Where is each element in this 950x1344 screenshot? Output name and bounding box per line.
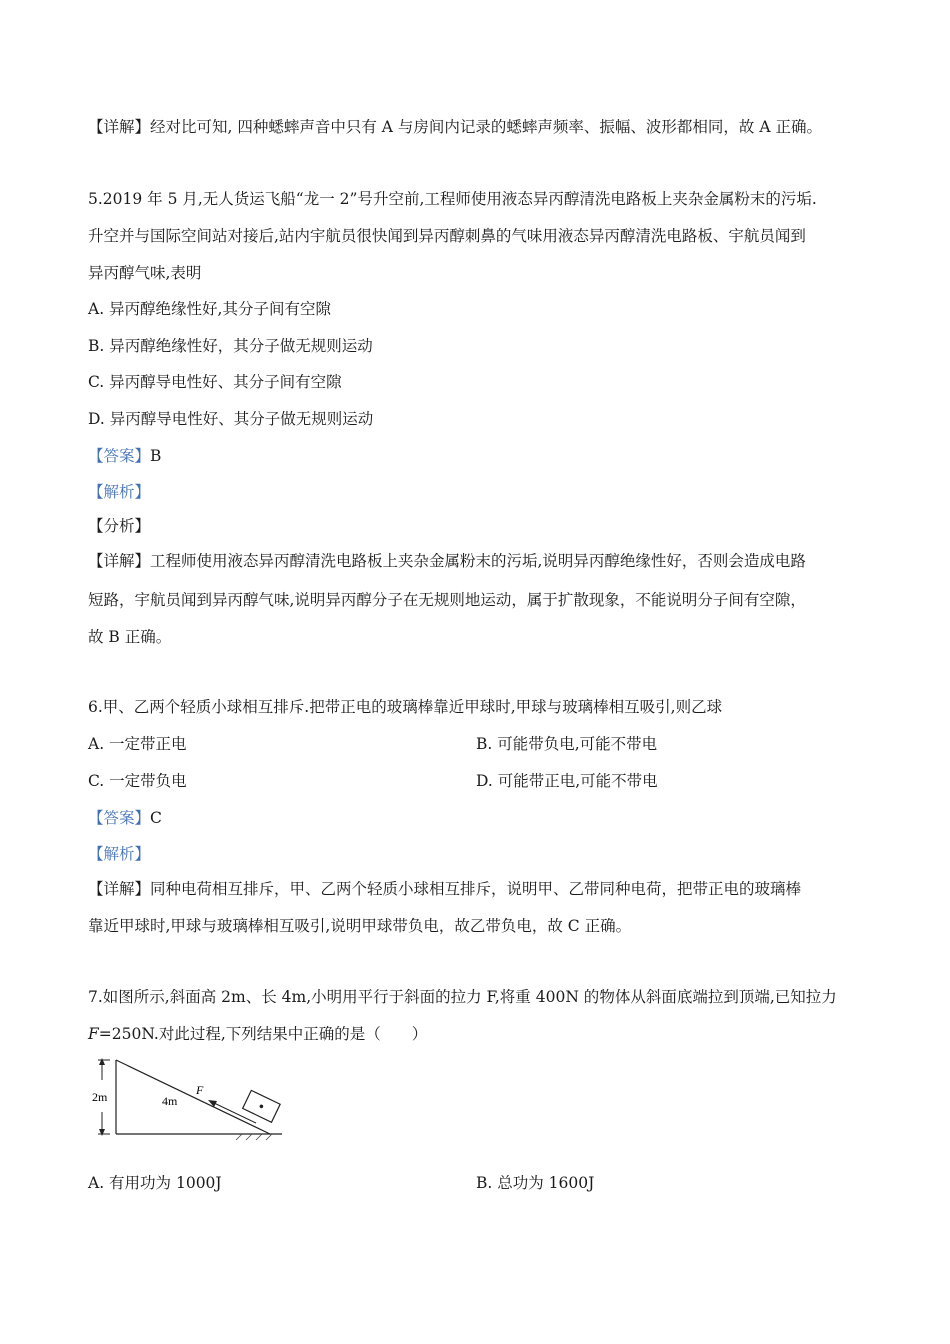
q6-analysis-label: 【解析】 (88, 845, 151, 863)
ground-hatching (236, 1134, 272, 1140)
q5-detail-line-3: 故 B 正确。 (88, 628, 172, 646)
q6-option-b: B. 可能带负电,可能不带电 (476, 735, 658, 753)
prev-detail: 【详解】经对比可知, 四种蟋蟀声音中只有 A 与房间内记录的蟋蟀声频率、振幅、波形都相同，故 A 正确。 (88, 118, 822, 136)
q7-option-b: B. 总功为 1600J (476, 1174, 595, 1192)
q6-answer-value: C (150, 809, 162, 827)
incline-slope (116, 1060, 270, 1134)
block-on-slope (243, 1090, 281, 1122)
length-label: 4m (162, 1094, 178, 1108)
q6-option-a: A. 一定带正电 (88, 735, 187, 753)
height-arrow-up (99, 1058, 105, 1065)
q7-force-symbol: F (88, 1025, 99, 1043)
force-label: F (196, 1083, 204, 1097)
q7-option-a: A. 有用功为 1000J (88, 1174, 222, 1192)
q5-stem-line-3: 异丙醇气味,表明 (88, 264, 202, 282)
q5-stem-line-2: 升空并与国际空间站对接后,站内宇航员很快闻到异丙醇刺鼻的气味用液态异丙醇清洗电路板、宇航员闻到 (88, 227, 806, 245)
q6-option-d: D. 可能带正电,可能不带电 (476, 772, 658, 790)
q5-answer-label: 【答案】 (88, 447, 151, 465)
q5-answer (88, 445, 161, 467)
q5-analysis-label: 【解析】 (88, 483, 151, 501)
q5-fenxi-label: 【分析】 (88, 517, 151, 535)
q5-option-d: D. 异丙醇导电性好、其分子做无规则运动 (88, 410, 374, 428)
q5-detail-line-2: 短路，宇航员闻到异丙醇气味,说明异丙醇分子在无规则地运动，属于扩散现象，不能说明分子间有空隙， (88, 591, 806, 609)
q6-answer (88, 807, 162, 829)
q6-detail-line-2: 靠近甲球时,甲球与玻璃棒相互吸引,说明甲球带负电，故乙带负电，故 C 正确。 (88, 917, 632, 935)
height-label: 2m (92, 1090, 108, 1104)
q5-option-a: A. 异丙醇绝缘性好,其分子间有空隙 (88, 300, 331, 318)
q7-stem-line-1: 7.如图所示,斜面高 2m、长 4m,小明用平行于斜面的拉力 F,将重 400N 的物体从斜面底端拉到顶端,已知拉力 (88, 988, 837, 1006)
q6-option-c: C. 一定带负电 (88, 772, 187, 790)
q7-stem-line-2-rest: =250N.对此过程,下列结果中正确的是（ ） (98, 1025, 428, 1043)
q5-answer-value: B (150, 447, 162, 465)
q5-option-c: C. 异丙醇导电性好、其分子间有空隙 (88, 373, 342, 391)
height-arrow-down (99, 1129, 105, 1136)
q6-stem: 6.甲、乙两个轻质小球相互排斥.把带正电的玻璃棒靠近甲球时,甲球与玻璃棒相互吸引,则乙球 (88, 698, 723, 716)
q6-detail-line-1: 【详解】同种电荷相互排斥，甲、乙两个轻质小球相互排斥，说明甲、乙带同种电荷，把带正电的玻璃棒 (88, 880, 802, 898)
q7-stem-line-2 (88, 1023, 427, 1045)
q5-stem-line-1: 5.2019 年 5 月,无人货运飞船“龙一 2”号升空前,工程师使用液态异丙醇清洗电路板上夹杂金属粉末的污垢. (88, 190, 817, 208)
q5-option-b: B. 异丙醇绝缘性好，其分子做无规则运动 (88, 337, 373, 355)
q6-answer-label: 【答案】 (88, 809, 151, 827)
q5-detail-line-1: 【详解】工程师使用液态异丙醇清洗电路板上夹杂金属粉末的污垢,说明异丙醇绝缘性好，否则会造成电路 (88, 552, 806, 570)
incline-figure (92, 1052, 288, 1142)
